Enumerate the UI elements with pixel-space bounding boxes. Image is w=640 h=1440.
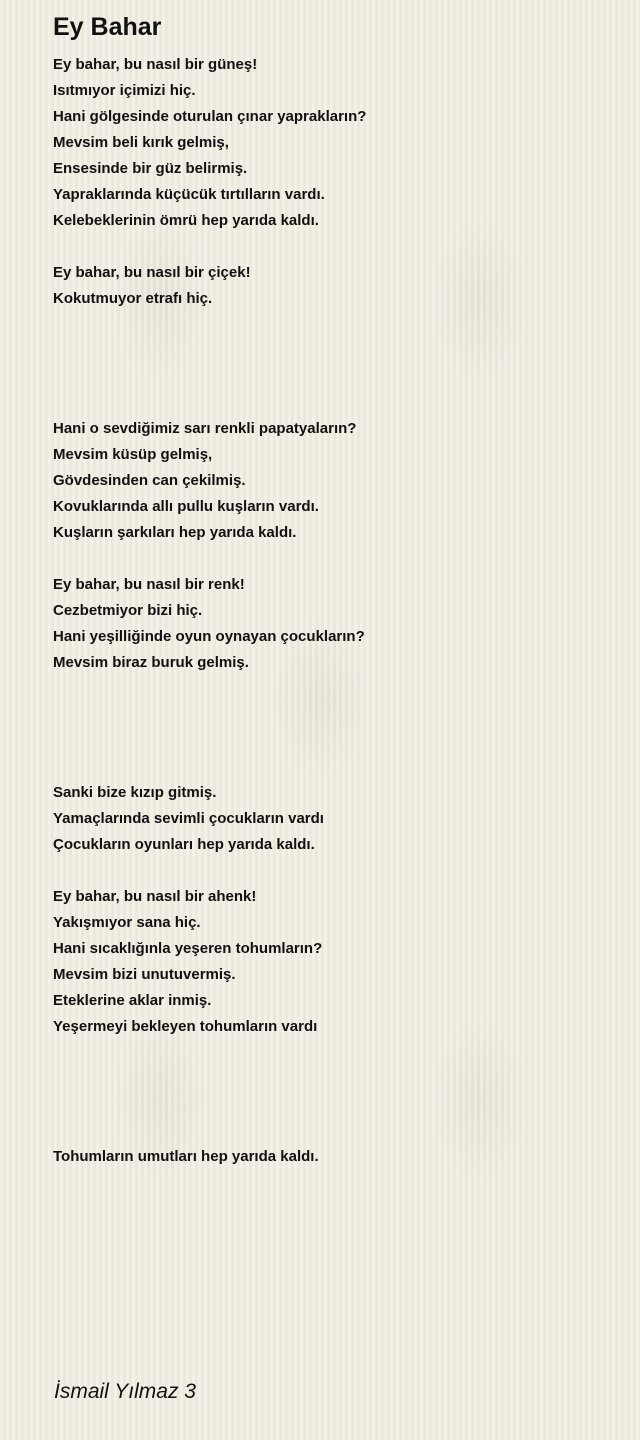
stanza-gap xyxy=(53,1066,613,1092)
stanza-gap xyxy=(53,1092,613,1118)
stanza-gap xyxy=(53,1040,613,1066)
poem-line: Yapraklarında küçücük tırtılların vardı. xyxy=(53,186,325,203)
poem-line: Mevsim beli kırık gelmiş, xyxy=(53,134,229,151)
stanza-gap xyxy=(53,312,613,338)
stanza-gap xyxy=(53,754,613,780)
poem-line: Yamaçlarında sevimli çocukların vardı xyxy=(53,810,324,827)
stanza-gap xyxy=(53,676,613,702)
poem-line: Yakışmıyor sana hiç. xyxy=(53,914,201,931)
poem-line: Isıtmıyor içimizi hiç. xyxy=(53,82,196,99)
stanza-gap xyxy=(53,364,613,390)
poem-line: Tohumların umutları hep yarıda kaldı. xyxy=(53,1148,319,1165)
poem-line: Kovuklarında allı pullu kuşların vardı. xyxy=(53,498,319,515)
poem-line: Kokutmuyor etrafı hiç. xyxy=(53,290,213,307)
stanza-gap xyxy=(53,546,613,572)
poem-line: Eteklerine aklar inmiş. xyxy=(53,992,212,1009)
poem-line: Hani sıcaklığınla yeşeren tohumların? xyxy=(53,940,323,957)
poem-line: Mevsim biraz buruk gelmiş. xyxy=(53,654,249,671)
poem-line: Hani gölgesinde oturulan çınar yaprakların? xyxy=(53,108,367,125)
poem-line: Ey bahar, bu nasıl bir renk! xyxy=(53,576,245,593)
stanza-gap xyxy=(53,1118,613,1144)
poem-title: Ey Bahar xyxy=(53,13,162,41)
stanza-gap xyxy=(53,728,613,754)
poem-line: Cezbetmiyor bizi hiç. xyxy=(53,602,203,619)
stanza-gap xyxy=(53,338,613,364)
poem-line: Gövdesinden can çekilmiş. xyxy=(53,472,246,489)
poem-line: Ey bahar, bu nasıl bir ahenk! xyxy=(53,888,257,905)
poem-line: Kuşların şarkıları hep yarıda kaldı. xyxy=(53,524,297,541)
stanza-gap xyxy=(53,234,613,260)
poem-line: Hani yeşilliğinde oyun oynayan çocukların? xyxy=(53,628,365,645)
poem-body xyxy=(53,52,613,1170)
poem-line: Mevsim bizi unutuvermiş. xyxy=(53,966,236,983)
poem-line: Mevsim küsüp gelmiş, xyxy=(53,446,213,463)
poem-line: Ey bahar, bu nasıl bir güneş! xyxy=(53,56,258,73)
poem-author[interactable]: İsmail Yılmaz 3 xyxy=(54,1380,196,1403)
stanza-gap xyxy=(53,390,613,416)
stanza-gap xyxy=(53,702,613,728)
poem-line: Kelebeklerinin ömrü hep yarıda kaldı. xyxy=(53,212,319,229)
poem-line: Yeşermeyi bekleyen tohumların vardı xyxy=(53,1018,318,1035)
stanza-gap xyxy=(53,858,613,884)
poem-line: Çocukların oyunları hep yarıda kaldı. xyxy=(53,836,315,853)
poem-line: Hani o sevdiğimiz sarı renkli papatyaların? xyxy=(53,420,357,437)
poem-line: Sanki bize kızıp gitmiş. xyxy=(53,784,217,801)
poem-line: Ey bahar, bu nasıl bir çiçek! xyxy=(53,264,251,281)
poem-line: Ensesinde bir güz belirmiş. xyxy=(53,160,248,177)
